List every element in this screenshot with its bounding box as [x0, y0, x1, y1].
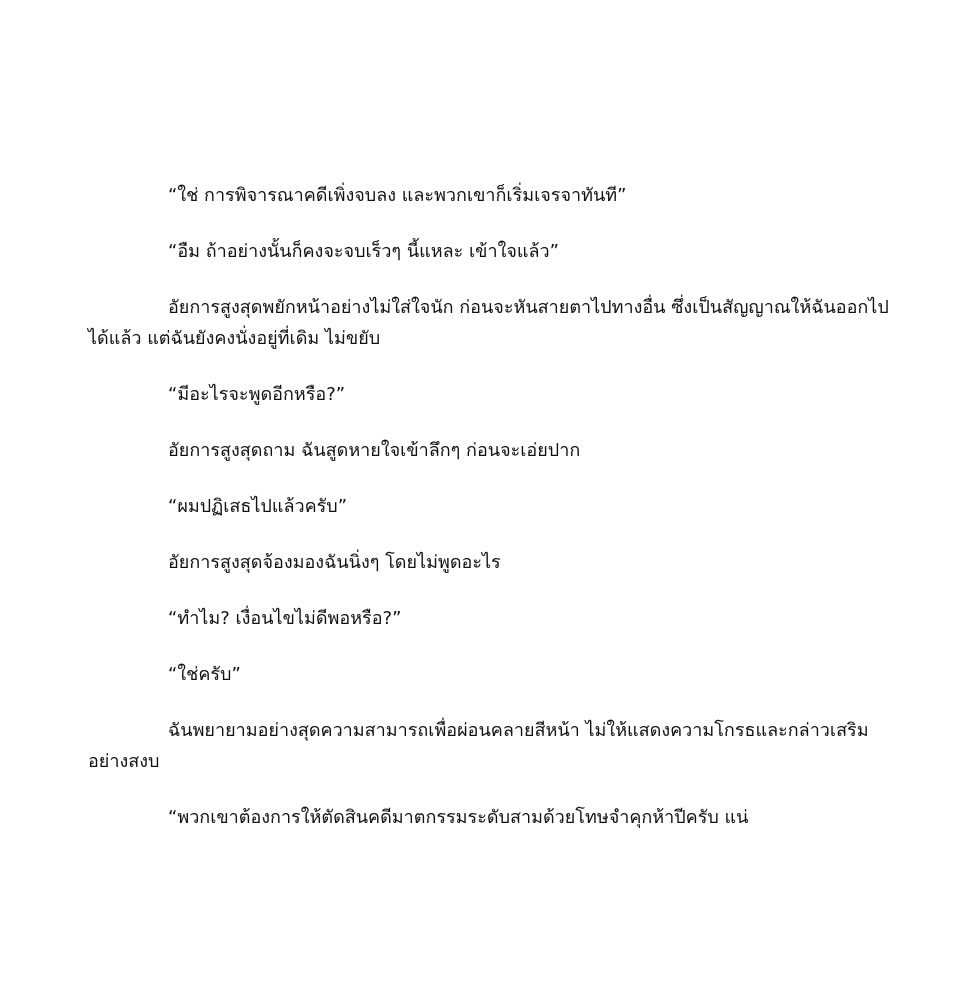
- paragraph: “มีอะไรจะพูดอีกหรือ?”: [168, 384, 346, 405]
- paragraph: “ใช่ครับ”: [168, 664, 241, 685]
- paragraph: อัยการสูงสุดถาม ฉันสูดหายใจเข้าลึกๆ ก่อนจะเอ่ยปาก: [168, 440, 581, 461]
- paragraph: “ผมปฏิเสธไปแล้วครับ”: [168, 496, 348, 517]
- paragraph: “ใช่ การพิจารณาคดีเพิ่งจบลง และพวกเขาก็เริ่มเจรจาทันที”: [168, 185, 627, 206]
- story-text: [88, 180, 908, 833]
- paragraph: “ทำไม? เงื่อนไขไม่ดีพอหรือ?”: [168, 608, 402, 629]
- paragraph: อัยการสูงสุดพยักหน้าอย่างไม่ใส่ใจนัก ก่อนจะหันสายตาไปทางอื่น ซึ่งเป็นสัญญาณให้ฉันออกไปได้แล้ว แต่ฉันยังคงนั่งอยู่ที่เดิม ไม่ขยับ: [88, 297, 889, 349]
- paragraph: อัยการสูงสุดจ้องมองฉันนิ่งๆ โดยไม่พูดอะไร: [168, 552, 501, 573]
- paragraph: “อืม ถ้าอย่างนั้นก็คงจะจบเร็วๆ นี้แหละ เข้าใจแล้ว”: [168, 241, 559, 262]
- paragraph: “พวกเขาต้องการให้ตัดสินคดีมาตกรรมระดับสามด้วยโทษจำคุกห้าปีครับ แน่: [168, 807, 749, 828]
- paragraph: ฉันพยายามอย่างสุดความสามารถเพื่อผ่อนคลายสีหน้า ไม่ให้แสดงความโกรธและกล่าวเสริมอย่างสงบ: [88, 720, 869, 772]
